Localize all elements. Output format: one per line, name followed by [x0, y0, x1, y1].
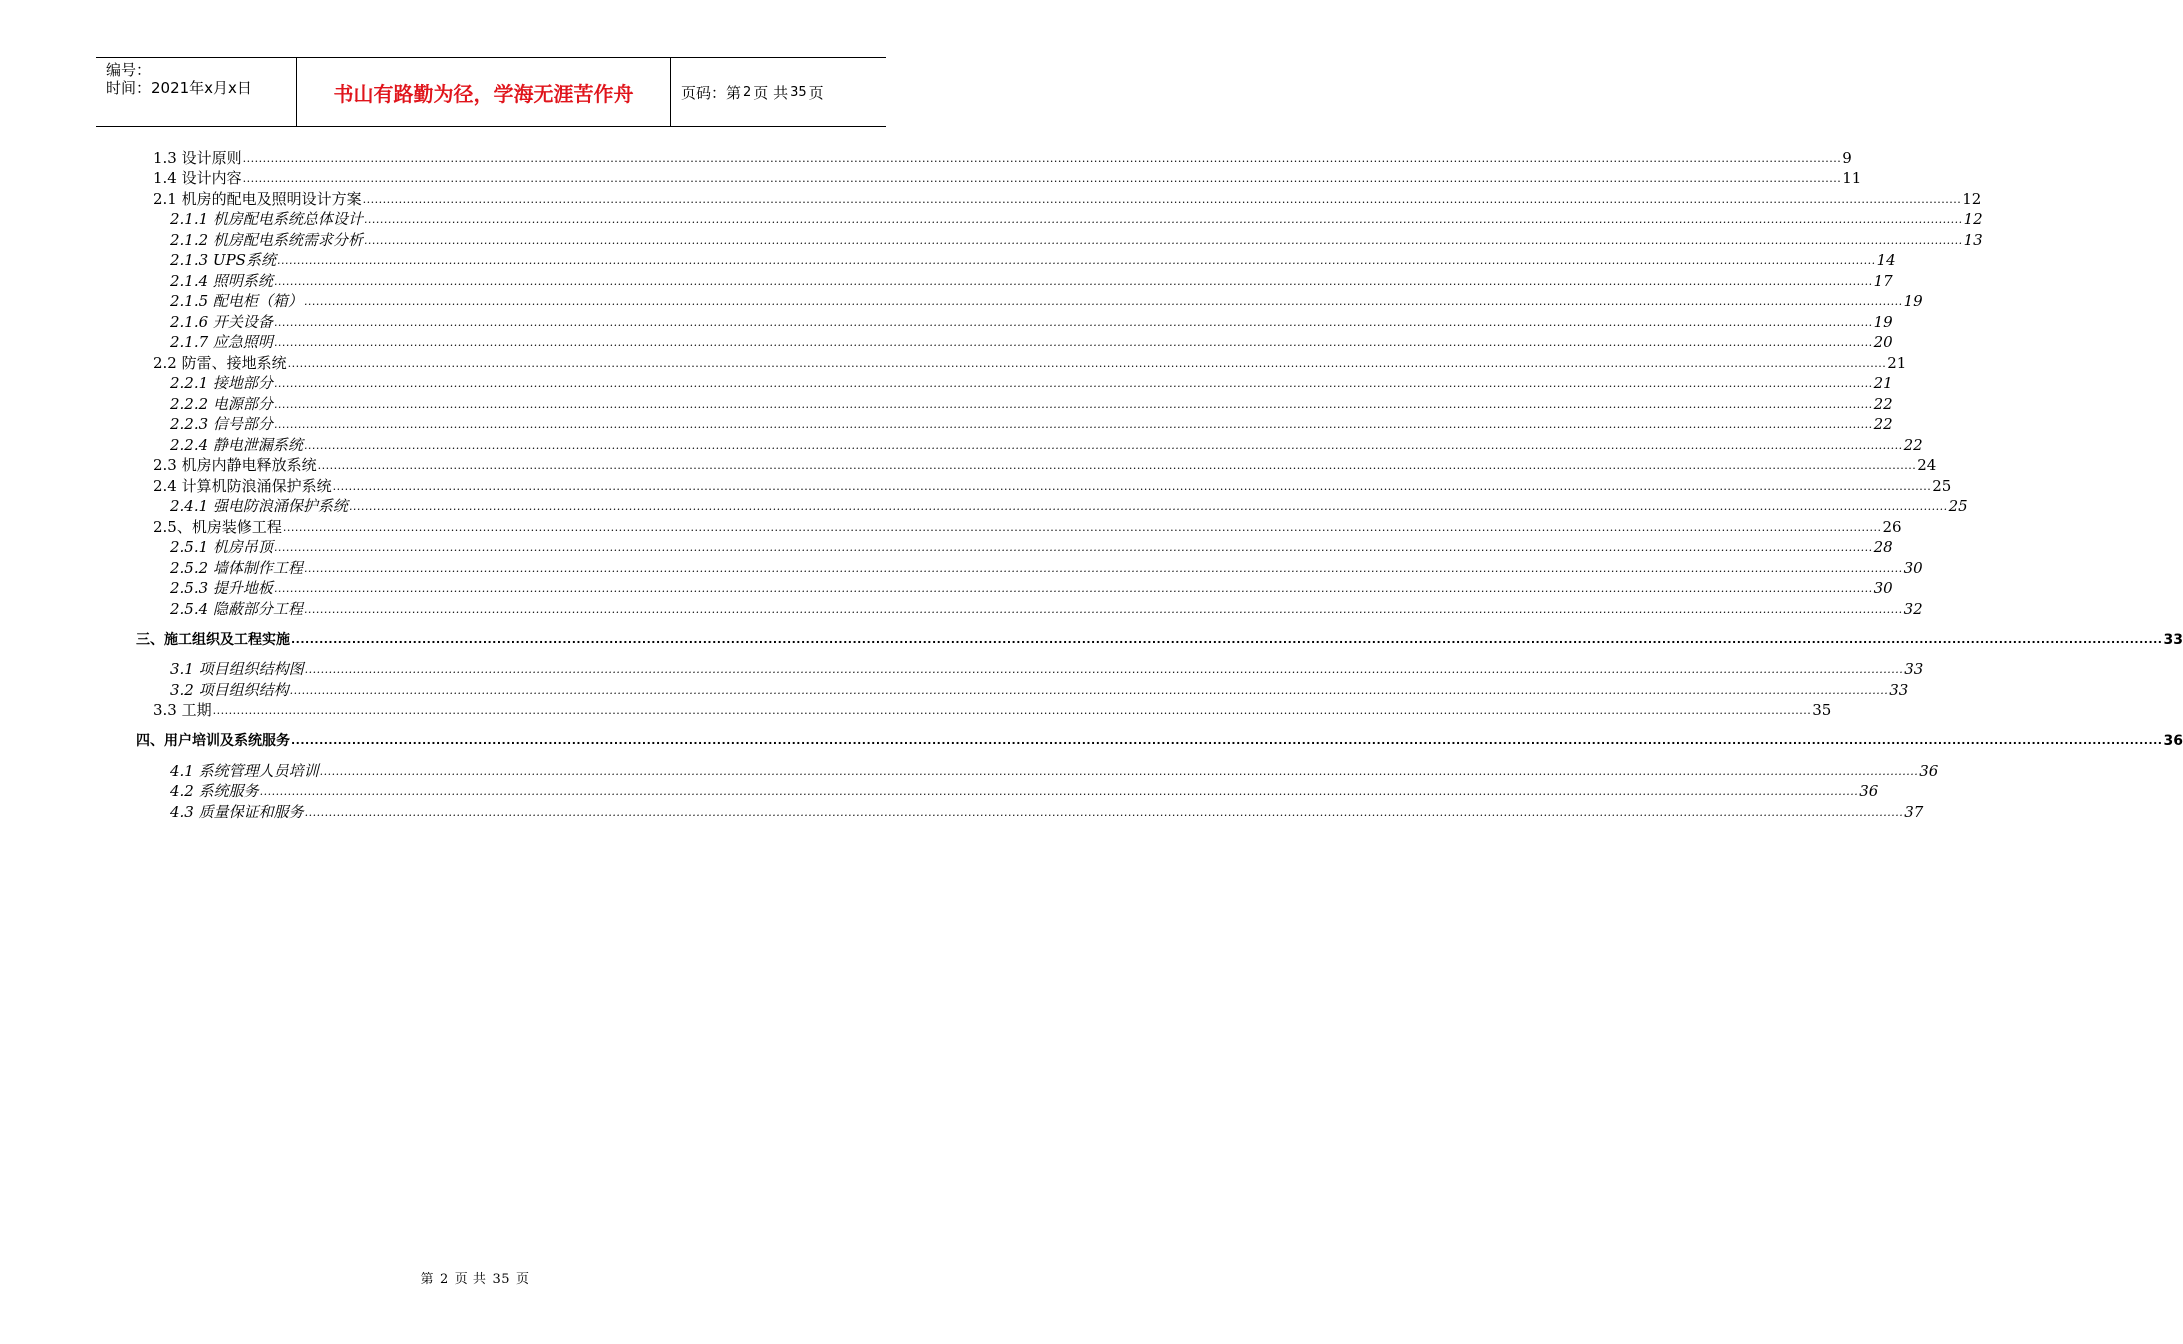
- toc-entry-page: 22: [1873, 415, 1893, 433]
- toc-entry-title: 2.1.3 UPS系统: [170, 251, 276, 269]
- toc-dot-leader: ................................................................................................................................................................................................................................................................................................................................................................................................................: [317, 459, 1917, 472]
- toc-entry-title: 1.4 设计内容: [153, 169, 242, 187]
- header-page-mid: 页 共: [753, 83, 789, 102]
- toc-entry-page: 35: [1812, 701, 1832, 719]
- toc-entry-page: 26: [1882, 518, 1902, 536]
- toc-entry-page: 9: [1842, 149, 1852, 167]
- toc-entry[interactable]: [153, 189, 1982, 209]
- toc-dot-leader: ................................................................................................................................................................................................................................................................................................................................................................................................................: [273, 541, 1873, 554]
- toc-entry[interactable]: [170, 781, 1879, 801]
- toc-dot-leader: ................................................................................................................................................................................................................................................................................................................................................................................................................: [273, 275, 1873, 288]
- toc-dot-leader: ................................................................................................................................................................................................................................................................................................................................................................................................................: [287, 357, 1887, 370]
- footer-page-number: 2: [440, 1272, 449, 1287]
- toc-entry-title: 3.2 项目组织结构: [170, 681, 289, 699]
- toc-entry-page: 19: [1903, 292, 1923, 310]
- toc-dot-leader: ................................................................................................................................................................................................................................................................................................................................................................................................................: [303, 295, 1903, 308]
- toc-dot-leader: ................................................................................................................................................................................................................................................................................................................................................................................................................: [291, 633, 2163, 646]
- toc-entry-page: 24: [1917, 456, 1937, 474]
- toc-entry[interactable]: [153, 700, 1832, 720]
- toc-entry[interactable]: [170, 496, 1968, 516]
- toc-entry-page: 36: [1919, 762, 1939, 780]
- toc-entry-page: 22: [1903, 436, 1923, 454]
- toc-dot-leader: ................................................................................................................................................................................................................................................................................................................................................................................................................: [242, 152, 1842, 165]
- toc-dot-leader: ................................................................................................................................................................................................................................................................................................................................................................................................................: [304, 663, 1904, 676]
- toc-entry[interactable]: [170, 394, 1893, 414]
- toc-dot-leader: ................................................................................................................................................................................................................................................................................................................................................................................................................: [332, 480, 1932, 493]
- toc-entry-page: 36: [2163, 733, 2183, 749]
- toc-entry-page: 12: [1962, 190, 1982, 208]
- toc-entry-title: 2.5.2 墙体制作工程: [170, 559, 303, 577]
- toc-dot-leader: ................................................................................................................................................................................................................................................................................................................................................................................................................: [212, 704, 1812, 717]
- toc-entry-page: 33: [1904, 660, 1924, 678]
- toc-entry[interactable]: [153, 476, 1952, 496]
- toc-entry[interactable]: [170, 599, 1923, 619]
- toc-entry-title: 4.2 系统服务: [170, 782, 259, 800]
- toc-entry-title: 2.3 机房内静电释放系统: [153, 456, 317, 474]
- toc-entry[interactable]: [170, 332, 1893, 352]
- toc-entry[interactable]: [170, 230, 1983, 250]
- toc-entry-page: 25: [1948, 497, 1968, 515]
- header-page-info: [671, 58, 886, 126]
- toc-dot-leader: ................................................................................................................................................................................................................................................................................................................................................................................................................: [291, 734, 2163, 747]
- page-footer: [0, 1268, 950, 1287]
- toc-entry[interactable]: [170, 659, 1924, 679]
- document-number-label: 编号：: [106, 61, 152, 79]
- footer-mid: 页 共: [454, 1272, 487, 1287]
- toc-entry-page: 33: [1889, 681, 1909, 699]
- toc-entry-title: 三、施工组织及工程实施: [136, 632, 290, 648]
- toc-entry[interactable]: [170, 373, 1893, 393]
- toc-dot-leader: ................................................................................................................................................................................................................................................................................................................................................................................................................: [276, 254, 1876, 267]
- toc-entry[interactable]: [170, 271, 1893, 291]
- toc-entry-page: 21: [1887, 354, 1907, 372]
- toc-entry-page: 11: [1842, 169, 1862, 187]
- toc-entry-title: 2.1 机房的配电及照明设计方案: [153, 190, 362, 208]
- toc-entry-title: 2.5、机房装修工程: [153, 518, 282, 536]
- toc-entry-title: 3.1 项目组织结构图: [170, 660, 304, 678]
- toc-entry-title: 2.5.4 隐蔽部分工程: [170, 600, 303, 618]
- toc-entry-page: 30: [1873, 579, 1893, 597]
- toc-entry-title: 2.1.4 照明系统: [170, 272, 273, 290]
- toc-entry-title: 2.1.1 机房配电系统总体设计: [170, 210, 363, 228]
- toc-dot-leader: ................................................................................................................................................................................................................................................................................................................................................................................................................: [289, 684, 1889, 697]
- toc-dot-leader: ................................................................................................................................................................................................................................................................................................................................................................................................................: [319, 765, 1919, 778]
- document-time: 时间：2021年x月x日: [106, 79, 252, 97]
- toc-entry-title: 2.5.1 机房吊顶: [170, 538, 273, 556]
- toc-entry-page: 14: [1876, 251, 1896, 269]
- toc-entry-title: 2.2.4 静电泄漏系统: [170, 436, 303, 454]
- header-page-prefix: 页码：第: [681, 83, 742, 102]
- toc-dot-leader: ................................................................................................................................................................................................................................................................................................................................................................................................................: [348, 500, 1948, 513]
- toc-dot-leader: ................................................................................................................................................................................................................................................................................................................................................................................................................: [259, 785, 1859, 798]
- toc-dot-leader: ................................................................................................................................................................................................................................................................................................................................................................................................................: [273, 398, 1873, 411]
- toc-dot-leader: ................................................................................................................................................................................................................................................................................................................................................................................................................: [363, 213, 1963, 226]
- toc-entry-title: 2.1.6 开关设备: [170, 313, 273, 331]
- toc-dot-leader: ................................................................................................................................................................................................................................................................................................................................................................................................................: [273, 336, 1873, 349]
- toc-entry-page: 36: [1859, 782, 1879, 800]
- toc-entry[interactable]: [153, 517, 1902, 537]
- toc-entry[interactable]: [170, 558, 1923, 578]
- toc-entry-page: 37: [1904, 803, 1924, 821]
- footer-prefix: 第: [420, 1272, 435, 1287]
- toc-entry-page: 21: [1873, 374, 1893, 392]
- toc-entry[interactable]: [170, 291, 1923, 311]
- toc-dot-leader: ................................................................................................................................................................................................................................................................................................................................................................................................................: [273, 418, 1873, 431]
- toc-dot-leader: ................................................................................................................................................................................................................................................................................................................................................................................................................: [362, 193, 1962, 206]
- footer-suffix: 页: [515, 1272, 530, 1287]
- toc-entry-title: 四、用户培训及系统服务: [136, 733, 290, 749]
- toc-entry-page: 30: [1903, 559, 1923, 577]
- header-meta: [96, 58, 297, 126]
- toc-dot-leader: ................................................................................................................................................................................................................................................................................................................................................................................................................: [273, 316, 1873, 329]
- toc-entry-page: 33: [2163, 632, 2183, 648]
- toc-entry[interactable]: [170, 578, 1893, 598]
- toc-entry[interactable]: [153, 455, 1937, 475]
- toc-entry-page: 32: [1903, 600, 1923, 618]
- toc-entry-title: 2.1.2 机房配电系统需求分析: [170, 231, 363, 249]
- toc-dot-leader: ................................................................................................................................................................................................................................................................................................................................................................................................................: [273, 582, 1873, 595]
- toc-entry-page: 19: [1873, 313, 1893, 331]
- toc-entry-page: 28: [1873, 538, 1893, 556]
- header-page-number: 2: [743, 84, 752, 100]
- toc-entry[interactable]: [136, 630, 2183, 650]
- footer-page-total: 35: [492, 1272, 510, 1287]
- toc-dot-leader: ................................................................................................................................................................................................................................................................................................................................................................................................................: [303, 439, 1903, 452]
- header-page-total: 35: [790, 84, 807, 100]
- toc-entry[interactable]: [153, 168, 1862, 188]
- toc-entry[interactable]: [170, 209, 1983, 229]
- toc-dot-leader: ................................................................................................................................................................................................................................................................................................................................................................................................................: [304, 806, 1904, 819]
- toc-entry-page: 12: [1963, 210, 1983, 228]
- toc-entry[interactable]: [170, 680, 1909, 700]
- toc-dot-leader: ................................................................................................................................................................................................................................................................................................................................................................................................................: [282, 521, 1882, 534]
- toc-entry-page: 13: [1963, 231, 1983, 249]
- toc-entry[interactable]: [170, 802, 1924, 822]
- toc-entry-page: 17: [1873, 272, 1893, 290]
- toc-entry[interactable]: [153, 353, 1907, 373]
- toc-entry-title: 4.1 系统管理人员培训: [170, 762, 319, 780]
- header-motto: 书山有路勤为径，学海无涯苦作舟: [297, 58, 671, 126]
- toc-entry-title: 4.3 质量保证和服务: [170, 803, 304, 821]
- toc-entry-title: 2.2.2 电源部分: [170, 395, 273, 413]
- toc-entry-title: 2.2.1 接地部分: [170, 374, 273, 392]
- toc-entry-title: 2.5.3 提升地板: [170, 579, 273, 597]
- toc-entry-title: 2.2 防雷、接地系统: [153, 354, 287, 372]
- toc-entry[interactable]: [136, 731, 2183, 751]
- header-page-suffix: 页: [808, 83, 824, 102]
- page-header: [96, 57, 886, 127]
- toc-dot-leader: ................................................................................................................................................................................................................................................................................................................................................................................................................: [303, 603, 1903, 616]
- toc-entry-title: 2.2.3 信号部分: [170, 415, 273, 433]
- toc-entry[interactable]: [170, 250, 1896, 270]
- toc-entry[interactable]: [170, 435, 1923, 455]
- toc-dot-leader: ................................................................................................................................................................................................................................................................................................................................................................................................................: [273, 377, 1873, 390]
- toc-entry-page: 22: [1873, 395, 1893, 413]
- toc-dot-leader: ................................................................................................................................................................................................................................................................................................................................................................................................................: [303, 562, 1903, 575]
- toc-entry-title: 3.3 工期: [153, 701, 212, 719]
- toc-entry-page: 25: [1932, 477, 1952, 495]
- toc-entry-title: 2.1.5 配电柜（箱）: [170, 292, 303, 310]
- toc-entry[interactable]: [170, 312, 1893, 332]
- toc-entry-title: 1.3 设计原则: [153, 149, 242, 167]
- toc-entry-page: 20: [1873, 333, 1893, 351]
- toc-entry-title: 2.1.7 应急照明: [170, 333, 273, 351]
- toc-dot-leader: ................................................................................................................................................................................................................................................................................................................................................................................................................: [363, 234, 1963, 247]
- toc-entry[interactable]: [153, 148, 1852, 168]
- toc-entry[interactable]: [170, 537, 1893, 557]
- toc-entry-title: 2.4 计算机防浪涌保护系统: [153, 477, 332, 495]
- toc-entry-title: 2.4.1 强电防浪涌保护系统: [170, 497, 348, 515]
- toc-dot-leader: ................................................................................................................................................................................................................................................................................................................................................................................................................: [242, 172, 1842, 185]
- toc-entry[interactable]: [170, 414, 1893, 434]
- toc-entry[interactable]: [170, 761, 1939, 781]
